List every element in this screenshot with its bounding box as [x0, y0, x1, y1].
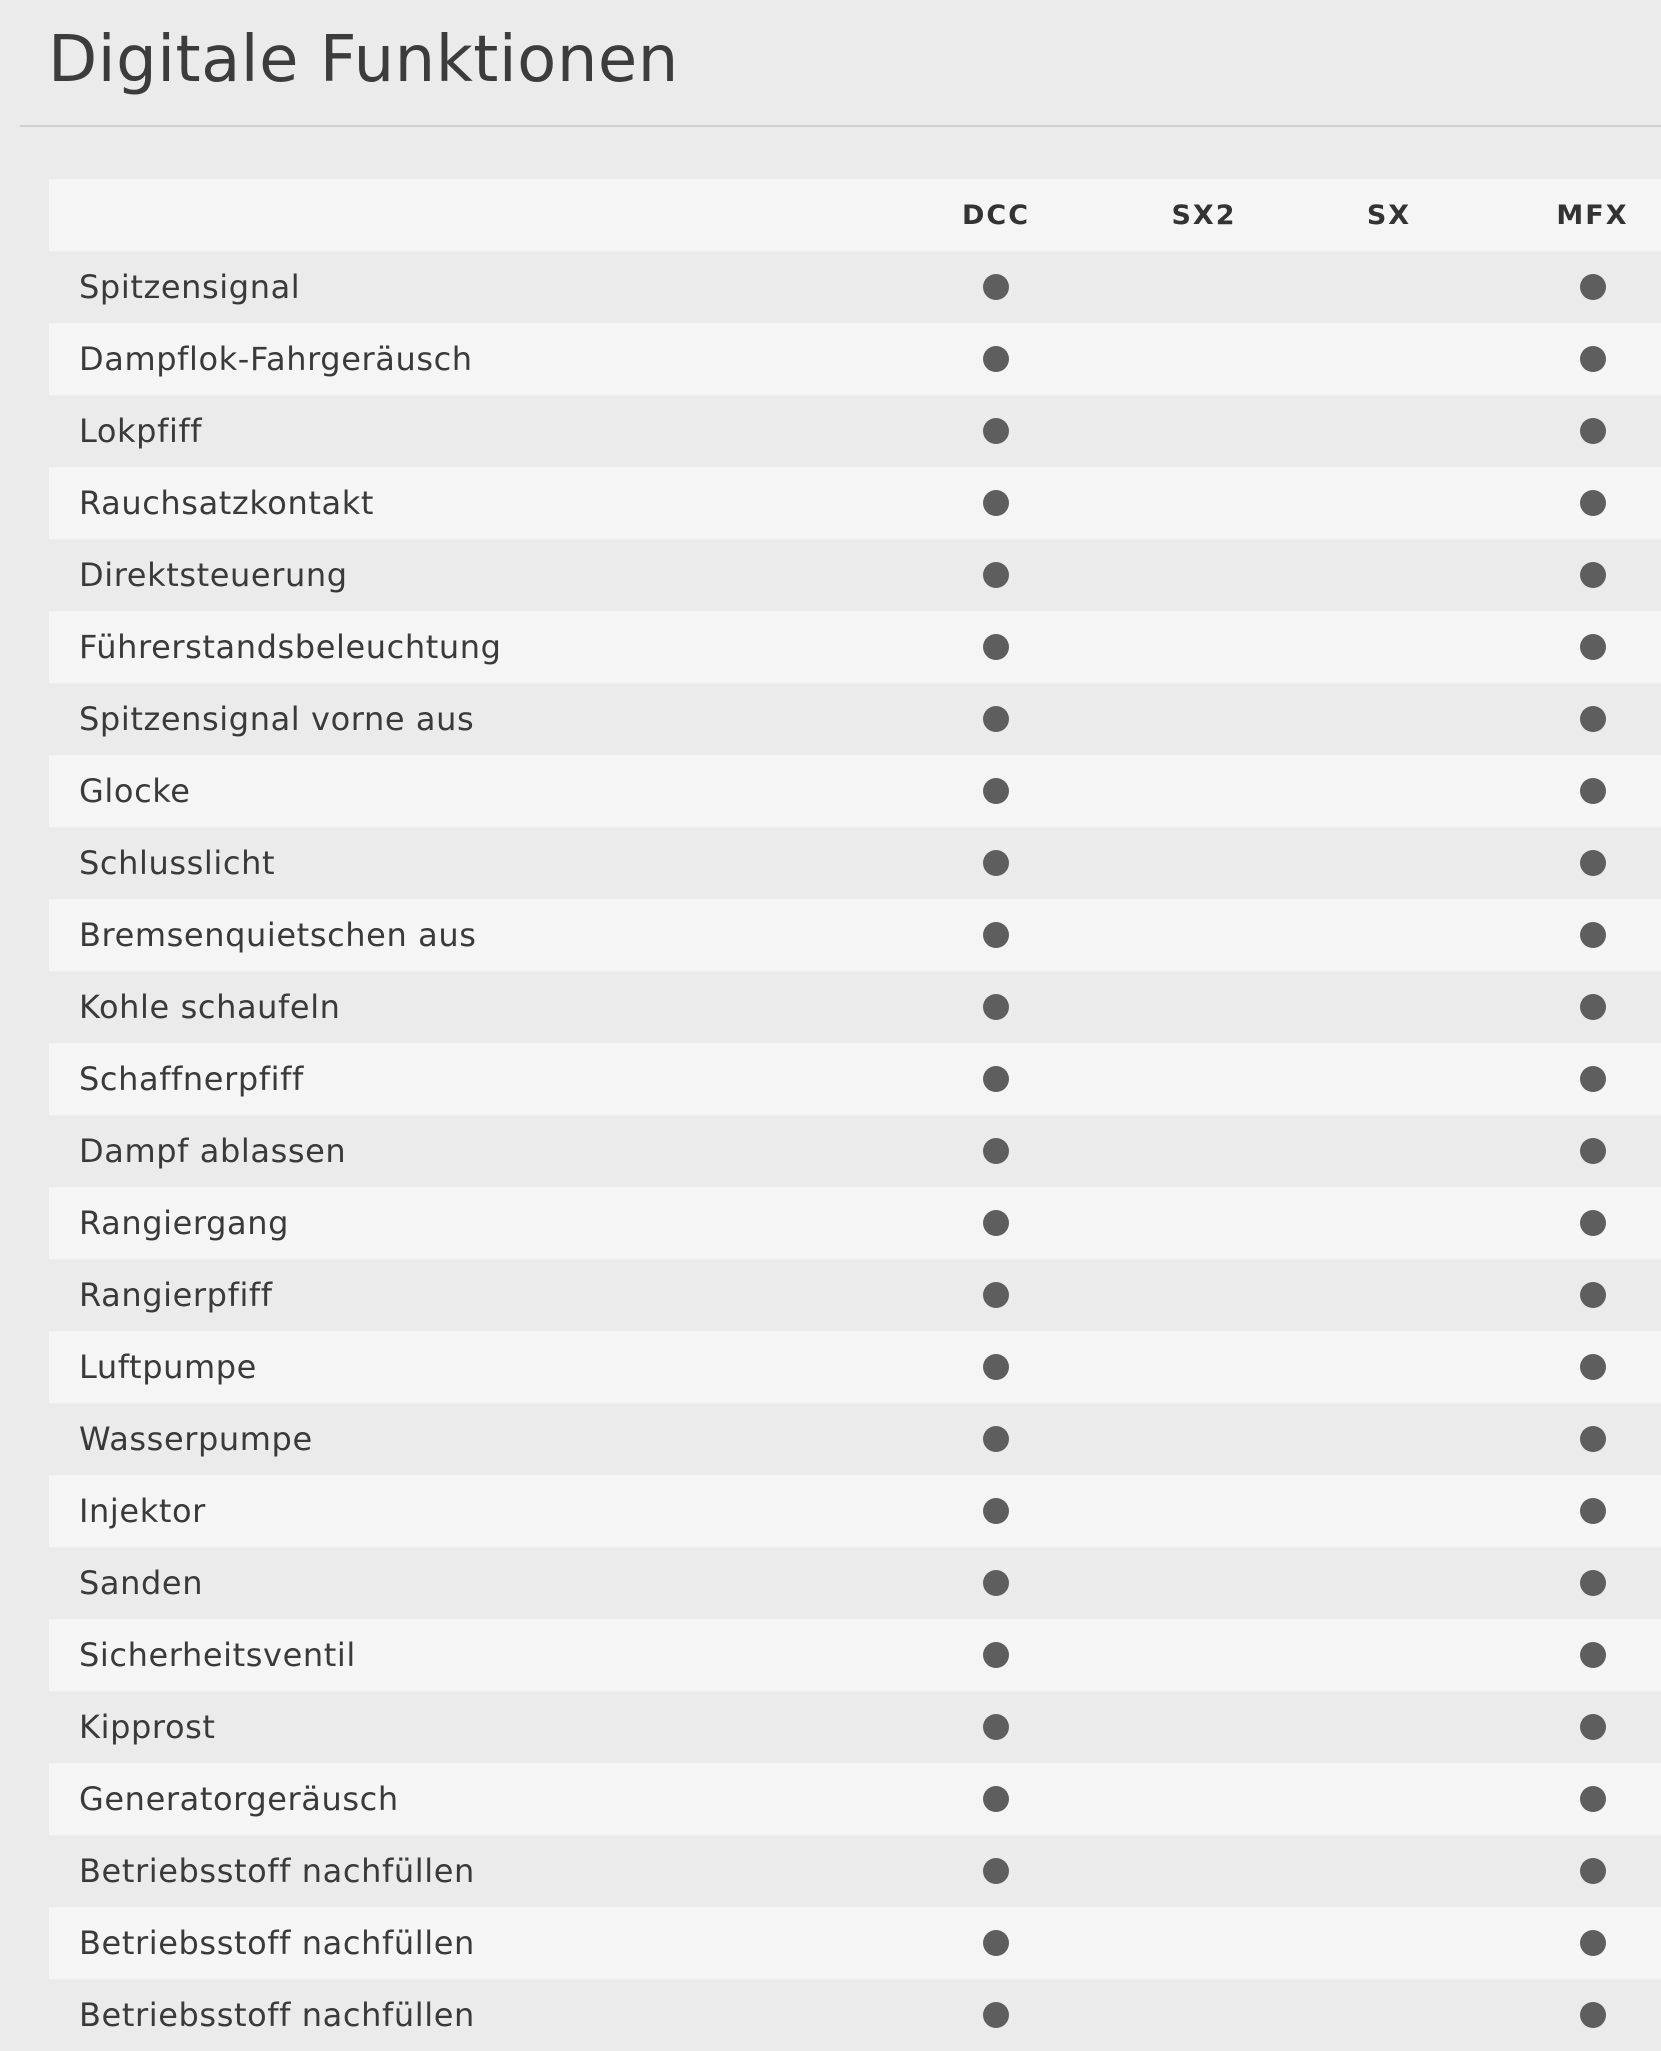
table-row [49, 1907, 1661, 1979]
table-body [49, 251, 1661, 2051]
function-name: Betriebsstoff nachfüllen [49, 1835, 838, 1907]
sx-support-cell [1254, 971, 1524, 1043]
table-row [49, 251, 1661, 323]
title-divider [20, 125, 1661, 127]
function-name: Spitzensignal [49, 251, 838, 323]
table-header-row [49, 179, 1661, 251]
supported-dot-icon [983, 850, 1009, 876]
mfx-support-cell [1524, 539, 1661, 611]
dcc-support-cell [838, 1475, 1154, 1547]
mfx-support-cell [1524, 1331, 1661, 1403]
sx2-support-cell [1154, 1547, 1254, 1619]
supported-dot-icon [1580, 418, 1606, 444]
sx2-support-cell [1154, 1763, 1254, 1835]
sx2-support-cell [1154, 1187, 1254, 1259]
table-row [49, 1763, 1661, 1835]
mfx-support-cell [1524, 1403, 1661, 1475]
sx-support-cell [1254, 467, 1524, 539]
mfx-support-cell [1524, 1475, 1661, 1547]
mfx-support-cell [1524, 1619, 1661, 1691]
sx2-support-cell [1154, 611, 1254, 683]
function-name: Betriebsstoff nachfüllen [49, 1979, 838, 2051]
dcc-support-cell [838, 683, 1154, 755]
sx-support-cell [1254, 323, 1524, 395]
table-row [49, 1187, 1661, 1259]
sx-support-cell [1254, 1259, 1524, 1331]
supported-dot-icon [1580, 1210, 1606, 1236]
dcc-support-cell [838, 1403, 1154, 1475]
column-header-mfx: MFX [1524, 179, 1661, 251]
mfx-support-cell [1524, 1259, 1661, 1331]
sx-support-cell [1254, 251, 1524, 323]
table-row [49, 1043, 1661, 1115]
mfx-support-cell [1524, 1547, 1661, 1619]
mfx-support-cell [1524, 323, 1661, 395]
table-row [49, 467, 1661, 539]
dcc-support-cell [838, 467, 1154, 539]
function-name: Sicherheitsventil [49, 1619, 838, 1691]
sx2-support-cell [1154, 1691, 1254, 1763]
sx-support-cell [1254, 1547, 1524, 1619]
table-row [49, 1691, 1661, 1763]
supported-dot-icon [983, 922, 1009, 948]
supported-dot-icon [983, 1210, 1009, 1236]
supported-dot-icon [983, 1426, 1009, 1452]
supported-dot-icon [1580, 922, 1606, 948]
mfx-support-cell [1524, 899, 1661, 971]
table-row [49, 1835, 1661, 1907]
table-row [49, 1259, 1661, 1331]
supported-dot-icon [1580, 1066, 1606, 1092]
supported-dot-icon [1580, 346, 1606, 372]
function-name: Lokpfiff [49, 395, 838, 467]
supported-dot-icon [1580, 1786, 1606, 1812]
dcc-support-cell [838, 1691, 1154, 1763]
table-row [49, 899, 1661, 971]
table-row [49, 1475, 1661, 1547]
function-name: Luftpumpe [49, 1331, 838, 1403]
supported-dot-icon [983, 994, 1009, 1020]
function-name: Generatorgeräusch [49, 1763, 838, 1835]
sx-support-cell [1254, 827, 1524, 899]
mfx-support-cell [1524, 1187, 1661, 1259]
sx2-support-cell [1154, 755, 1254, 827]
dcc-support-cell [838, 251, 1154, 323]
function-name: Bremsenquietschen aus [49, 899, 838, 971]
sx-support-cell [1254, 1835, 1524, 1907]
table-row [49, 827, 1661, 899]
supported-dot-icon [983, 1930, 1009, 1956]
supported-dot-icon [1580, 1714, 1606, 1740]
function-name: Spitzensignal vorne aus [49, 683, 838, 755]
function-name: Rangiergang [49, 1187, 838, 1259]
sx2-support-cell [1154, 1403, 1254, 1475]
sx-support-cell [1254, 1403, 1524, 1475]
sx2-support-cell [1154, 1331, 1254, 1403]
sx-support-cell [1254, 1331, 1524, 1403]
sx2-support-cell [1154, 1475, 1254, 1547]
function-name: Rangierpfiff [49, 1259, 838, 1331]
supported-dot-icon [983, 2002, 1009, 2028]
dcc-support-cell [838, 755, 1154, 827]
supported-dot-icon [983, 1858, 1009, 1884]
sx-support-cell [1254, 683, 1524, 755]
table-row [49, 1547, 1661, 1619]
mfx-support-cell [1524, 1907, 1661, 1979]
supported-dot-icon [1580, 2002, 1606, 2028]
supported-dot-icon [983, 1714, 1009, 1740]
sx2-support-cell [1154, 251, 1254, 323]
dcc-support-cell [838, 1331, 1154, 1403]
sx2-support-cell [1154, 827, 1254, 899]
dcc-support-cell [838, 395, 1154, 467]
sx2-support-cell [1154, 1907, 1254, 1979]
dcc-support-cell [838, 1619, 1154, 1691]
supported-dot-icon [983, 1138, 1009, 1164]
dcc-support-cell [838, 1259, 1154, 1331]
sx2-support-cell [1154, 1043, 1254, 1115]
table-row [49, 395, 1661, 467]
function-name: Wasserpumpe [49, 1403, 838, 1475]
table-row [49, 1403, 1661, 1475]
function-name: Kohle schaufeln [49, 971, 838, 1043]
mfx-support-cell [1524, 1979, 1661, 2051]
mfx-support-cell [1524, 1763, 1661, 1835]
mfx-support-cell [1524, 755, 1661, 827]
table-row [49, 1115, 1661, 1187]
supported-dot-icon [1580, 1282, 1606, 1308]
column-header-sx: SX [1254, 179, 1524, 251]
dcc-support-cell [838, 611, 1154, 683]
dcc-support-cell [838, 1835, 1154, 1907]
mfx-support-cell [1524, 1043, 1661, 1115]
supported-dot-icon [983, 490, 1009, 516]
dcc-support-cell [838, 1907, 1154, 1979]
dcc-support-cell [838, 1763, 1154, 1835]
supported-dot-icon [983, 1786, 1009, 1812]
table-row [49, 611, 1661, 683]
dcc-support-cell [838, 539, 1154, 611]
supported-dot-icon [1580, 490, 1606, 516]
sx-support-cell [1254, 1619, 1524, 1691]
supported-dot-icon [1580, 778, 1606, 804]
sx-support-cell [1254, 1979, 1524, 2051]
table-row [49, 755, 1661, 827]
mfx-support-cell [1524, 683, 1661, 755]
sx2-support-cell [1154, 467, 1254, 539]
mfx-support-cell [1524, 971, 1661, 1043]
dcc-support-cell [838, 1043, 1154, 1115]
mfx-support-cell [1524, 395, 1661, 467]
supported-dot-icon [983, 778, 1009, 804]
table-row [49, 323, 1661, 395]
supported-dot-icon [983, 418, 1009, 444]
mfx-support-cell [1524, 1115, 1661, 1187]
sx2-support-cell [1154, 395, 1254, 467]
mfx-support-cell [1524, 467, 1661, 539]
sx-support-cell [1254, 1043, 1524, 1115]
table-row [49, 1979, 1661, 2051]
mfx-support-cell [1524, 611, 1661, 683]
function-name: Glocke [49, 755, 838, 827]
sx-support-cell [1254, 1763, 1524, 1835]
supported-dot-icon [1580, 994, 1606, 1020]
function-name: Führerstandsbeleuchtung [49, 611, 838, 683]
sx2-support-cell [1154, 1259, 1254, 1331]
supported-dot-icon [1580, 1858, 1606, 1884]
supported-dot-icon [983, 1066, 1009, 1092]
sx2-support-cell [1154, 683, 1254, 755]
function-name: Rauchsatzkontakt [49, 467, 838, 539]
function-name: Direktsteuerung [49, 539, 838, 611]
supported-dot-icon [1580, 634, 1606, 660]
column-header-function [49, 179, 838, 251]
mfx-support-cell [1524, 827, 1661, 899]
supported-dot-icon [983, 706, 1009, 732]
dcc-support-cell [838, 971, 1154, 1043]
sx-support-cell [1254, 1187, 1524, 1259]
function-name: Dampf ablassen [49, 1115, 838, 1187]
sx-support-cell [1254, 539, 1524, 611]
mfx-support-cell [1524, 251, 1661, 323]
sx-support-cell [1254, 755, 1524, 827]
sx2-support-cell [1154, 539, 1254, 611]
supported-dot-icon [983, 346, 1009, 372]
function-name: Schaffnerpfiff [49, 1043, 838, 1115]
sx2-support-cell [1154, 1619, 1254, 1691]
supported-dot-icon [1580, 1498, 1606, 1524]
supported-dot-icon [983, 274, 1009, 300]
function-name: Dampflok-Fahrgeräusch [49, 323, 838, 395]
supported-dot-icon [983, 1498, 1009, 1524]
mfx-support-cell [1524, 1835, 1661, 1907]
sx2-support-cell [1154, 899, 1254, 971]
supported-dot-icon [1580, 850, 1606, 876]
dcc-support-cell [838, 899, 1154, 971]
supported-dot-icon [1580, 562, 1606, 588]
supported-dot-icon [1580, 706, 1606, 732]
supported-dot-icon [983, 1642, 1009, 1668]
table-row [49, 1331, 1661, 1403]
sx-support-cell [1254, 611, 1524, 683]
table-row [49, 971, 1661, 1043]
sx-support-cell [1254, 1691, 1524, 1763]
mfx-support-cell [1524, 1691, 1661, 1763]
table-row [49, 683, 1661, 755]
function-name: Injektor [49, 1475, 838, 1547]
supported-dot-icon [1580, 1138, 1606, 1164]
supported-dot-icon [1580, 1570, 1606, 1596]
column-header-dcc: DCC [838, 179, 1154, 251]
dcc-support-cell [838, 1115, 1154, 1187]
supported-dot-icon [983, 562, 1009, 588]
supported-dot-icon [983, 1354, 1009, 1380]
column-header-sx2: SX2 [1154, 179, 1254, 251]
page-title: Digitale Funktionen [48, 23, 679, 97]
sx2-support-cell [1154, 971, 1254, 1043]
dcc-support-cell [838, 1547, 1154, 1619]
sx-support-cell [1254, 1475, 1524, 1547]
supported-dot-icon [1580, 1642, 1606, 1668]
sx2-support-cell [1154, 1115, 1254, 1187]
sx-support-cell [1254, 1907, 1524, 1979]
supported-dot-icon [1580, 1930, 1606, 1956]
supported-dot-icon [1580, 1354, 1606, 1380]
function-name: Kipprost [49, 1691, 838, 1763]
supported-dot-icon [983, 634, 1009, 660]
sx2-support-cell [1154, 1835, 1254, 1907]
sx2-support-cell [1154, 1979, 1254, 2051]
dcc-support-cell [838, 1187, 1154, 1259]
dcc-support-cell [838, 1979, 1154, 2051]
supported-dot-icon [983, 1282, 1009, 1308]
dcc-support-cell [838, 323, 1154, 395]
sx-support-cell [1254, 899, 1524, 971]
dcc-support-cell [838, 827, 1154, 899]
sx-support-cell [1254, 1115, 1524, 1187]
function-name: Sanden [49, 1547, 838, 1619]
table-row [49, 1619, 1661, 1691]
supported-dot-icon [1580, 274, 1606, 300]
table-row [49, 539, 1661, 611]
supported-dot-icon [1580, 1426, 1606, 1452]
sx-support-cell [1254, 395, 1524, 467]
functions-table [49, 179, 1661, 2051]
supported-dot-icon [983, 1570, 1009, 1596]
function-name: Schlusslicht [49, 827, 838, 899]
sx2-support-cell [1154, 323, 1254, 395]
function-name: Betriebsstoff nachfüllen [49, 1907, 838, 1979]
